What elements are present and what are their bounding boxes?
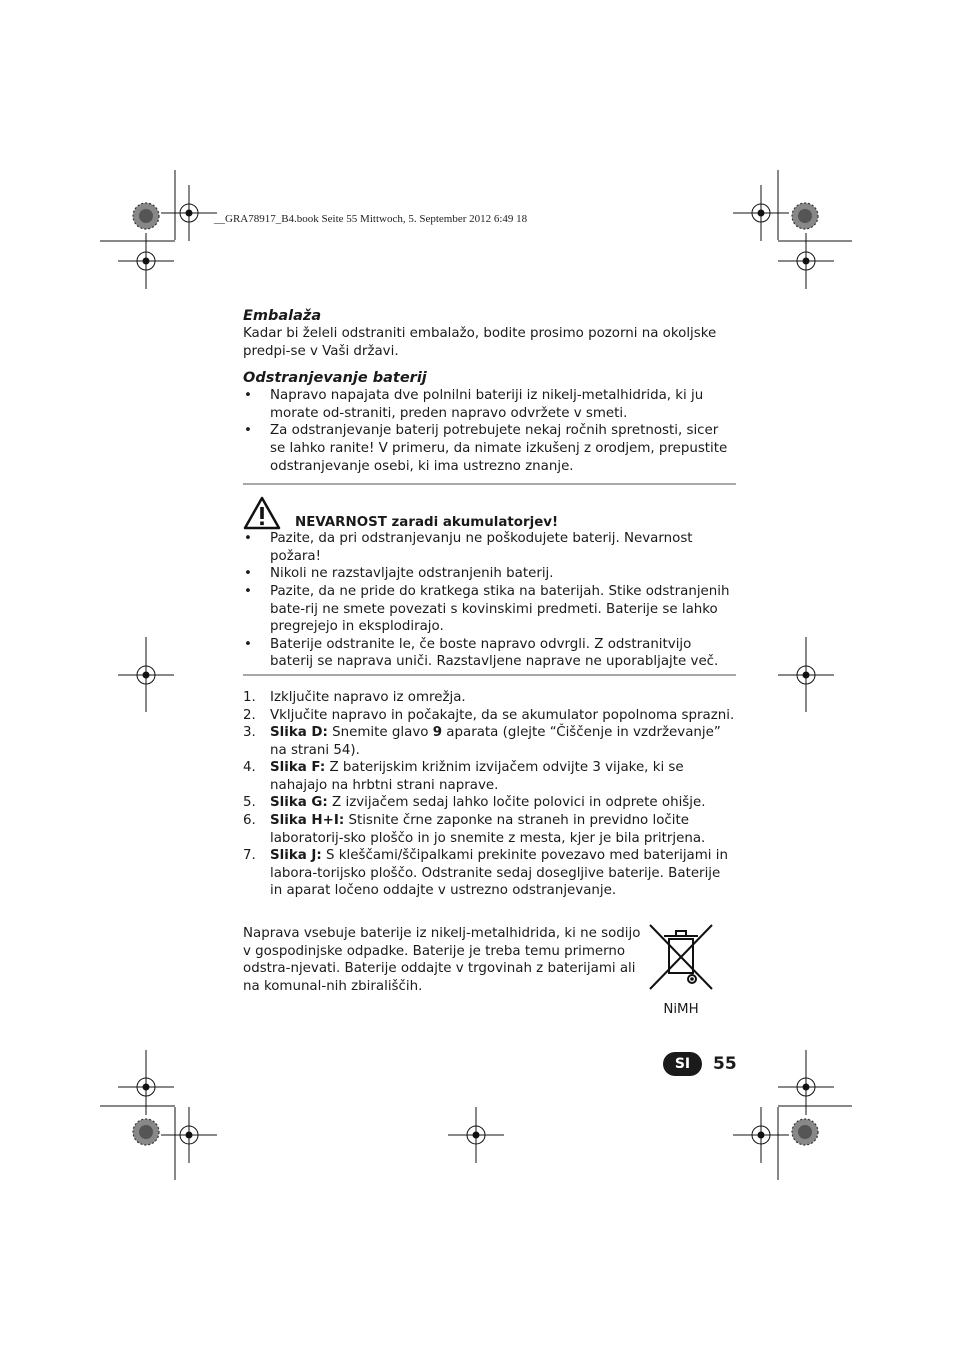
- warning-header: [243, 494, 736, 530]
- step-item: 2. Vključite napravo in počakajte, da se akumulator popolnoma sprazni.: [243, 707, 735, 723]
- warning-triangle-icon: [243, 496, 281, 530]
- registration-mark-icon: [448, 1107, 504, 1163]
- warning-box: [243, 483, 736, 676]
- warning-title: NEVARNOST zaradi akumulatorjev!: [295, 514, 559, 530]
- nimh-label: NiMH: [663, 1001, 699, 1017]
- disposal-text: Naprava vsebuje baterije iz nikelj-metalhidrida, ki ne sodijo v gospodinjske odpadke. Baterije je treba temu primerno odstra-njevati. Baterije oddajte v trgovinah z baterijami ali na komunal-nih zbirališčih.: [243, 926, 641, 994]
- step-item: 6. Slika H+I: Stisnite črne zaponke na straneh in previdno ločite laboratorij-sko ploščo in jo snemite z mesta, kjer je bila pritrjena.: [243, 813, 706, 846]
- step-item: 3. Slika D: Snemite glavo 9 aparata (glejte “Čiščenje in vzdrževanje” na strani 54).: [243, 725, 721, 758]
- language-badge: SI: [663, 1052, 702, 1076]
- registration-mark-icon: [161, 185, 217, 241]
- color-target-icon: [133, 203, 159, 229]
- list-item: • Napravo napajata dve polnilni bateriji iz nikelj-metalhidrida, ki ju morate od-straniti, preden napravo odvržete v smeti.: [244, 388, 704, 421]
- color-target-icon: [792, 203, 818, 229]
- registration-mark-icon: [161, 1107, 217, 1163]
- paragraph: Kadar bi želeli odstraniti embalažo, bodite prosimo pozorni na okoljske predpi-se v Vaši državi.: [243, 326, 717, 359]
- page-number: 55: [713, 1054, 737, 1074]
- color-target-icon: [133, 1119, 159, 1145]
- list-item: • Baterije odstranite le, če boste napravo odvrgli. Z odstranitvijo baterij se naprava uniči. Razstavljene naprave ne uporabljajte več.: [244, 636, 719, 670]
- list-item: • Za odstranjevanje baterij potrebujete nekaj ročnih spretnosti, sicer se lahko ranite! V primeru, da nimate izkušenj z orodjem, prepustite odstranjevanje osebi, ki ima ustrezno znanje.: [244, 423, 728, 474]
- crossed-bin-icon: [646, 923, 716, 991]
- list-item: • Pazite, da ne pride do kratkega stika na baterijah. Stike odstranjenih bate-rij ne smete povezati s kovinskimi predmeti. Baterije se lahko pregrejejo in eksplodirajo.: [244, 583, 730, 635]
- disposal-section: [243, 925, 736, 1018]
- section-heading: Odstranjevanje baterij: [243, 370, 427, 387]
- list-item: • Nikoli ne razstavljajte odstranjenih baterij.: [244, 566, 554, 582]
- section-heading: Embalaža: [243, 308, 322, 324]
- step-item: 4. Slika F: Z baterijskim križnim izvijačem odvijte 3 vijake, ki se nahajajo na hrbtni strani naprave.: [243, 760, 684, 793]
- steps-list: [243, 689, 736, 900]
- step-item: 1. Izključite napravo iz omrežja.: [243, 689, 466, 705]
- step-item: 5. Slika G: Z izvijačem sedaj lahko ločite polovici in odprete ohišje.: [243, 795, 706, 811]
- print-header: __GRA78917_B4.book Seite 55 Mittwoch, 5. September 2012 6:49 18: [214, 213, 528, 225]
- step-item: 7. Slika J: S kleščami/ščipalkami prekinite povezavo med baterijami in labora-torijsko ploščo. Odstranite sedaj dosegljive baterije. Baterije in aparat ločeno oddajte v ustrezno odstranjevanje.: [243, 848, 728, 899]
- disposal-symbol: [646, 923, 716, 1018]
- registration-mark-icon: [733, 1107, 789, 1163]
- color-target-icon: [792, 1119, 818, 1145]
- registration-mark-icon: [733, 185, 789, 241]
- list-item: • Pazite, da pri odstranjevanju ne poškodujete baterij. Nevarnost požara!: [244, 531, 693, 564]
- page-content: [243, 307, 736, 1018]
